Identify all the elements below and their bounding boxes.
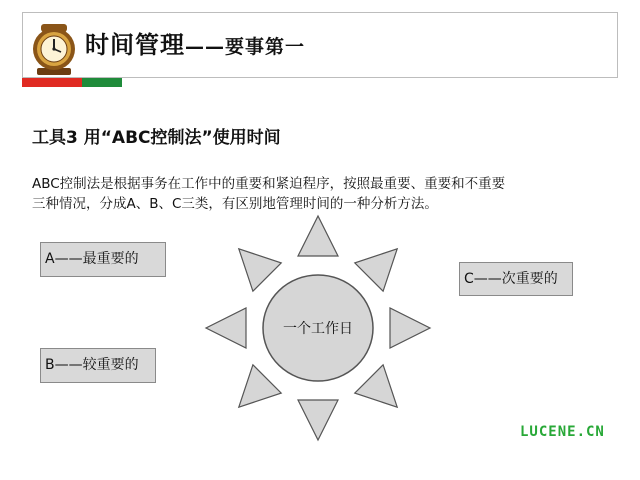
section-title: 工具3 用“ABC控制法”使用时间 [32, 128, 281, 148]
sun-ray-2 [355, 249, 397, 291]
label-b-more-important: B——较重要的 [40, 348, 156, 383]
page-subtitle: ——要事第一 [185, 36, 306, 58]
center-label: 一个工作日 [283, 321, 353, 337]
label-c-less-important: C——次重要的 [459, 262, 573, 296]
sun-ray-1 [298, 216, 338, 256]
sun-ray-8 [239, 249, 281, 291]
label-a-most-important: A——最重要的 [40, 242, 166, 277]
page-title-main: 时间管理 [85, 31, 185, 59]
sun-ray-3 [390, 308, 430, 348]
watermark-logo: LUCENE.CN [520, 424, 605, 440]
sun-ray-7 [206, 308, 246, 348]
description-line-1: ABC控制法是根据事务在工作中的重要和紧迫程序，按照最重要、重要和不重要 [32, 176, 506, 192]
sun-ray-6 [239, 365, 281, 407]
sun-ray-5 [298, 400, 338, 440]
sun-ray-4 [355, 365, 397, 407]
description-line-2: 三种情况，分成A、B、C三类，有区别地管理时间的一种分析方法。 [32, 196, 438, 212]
